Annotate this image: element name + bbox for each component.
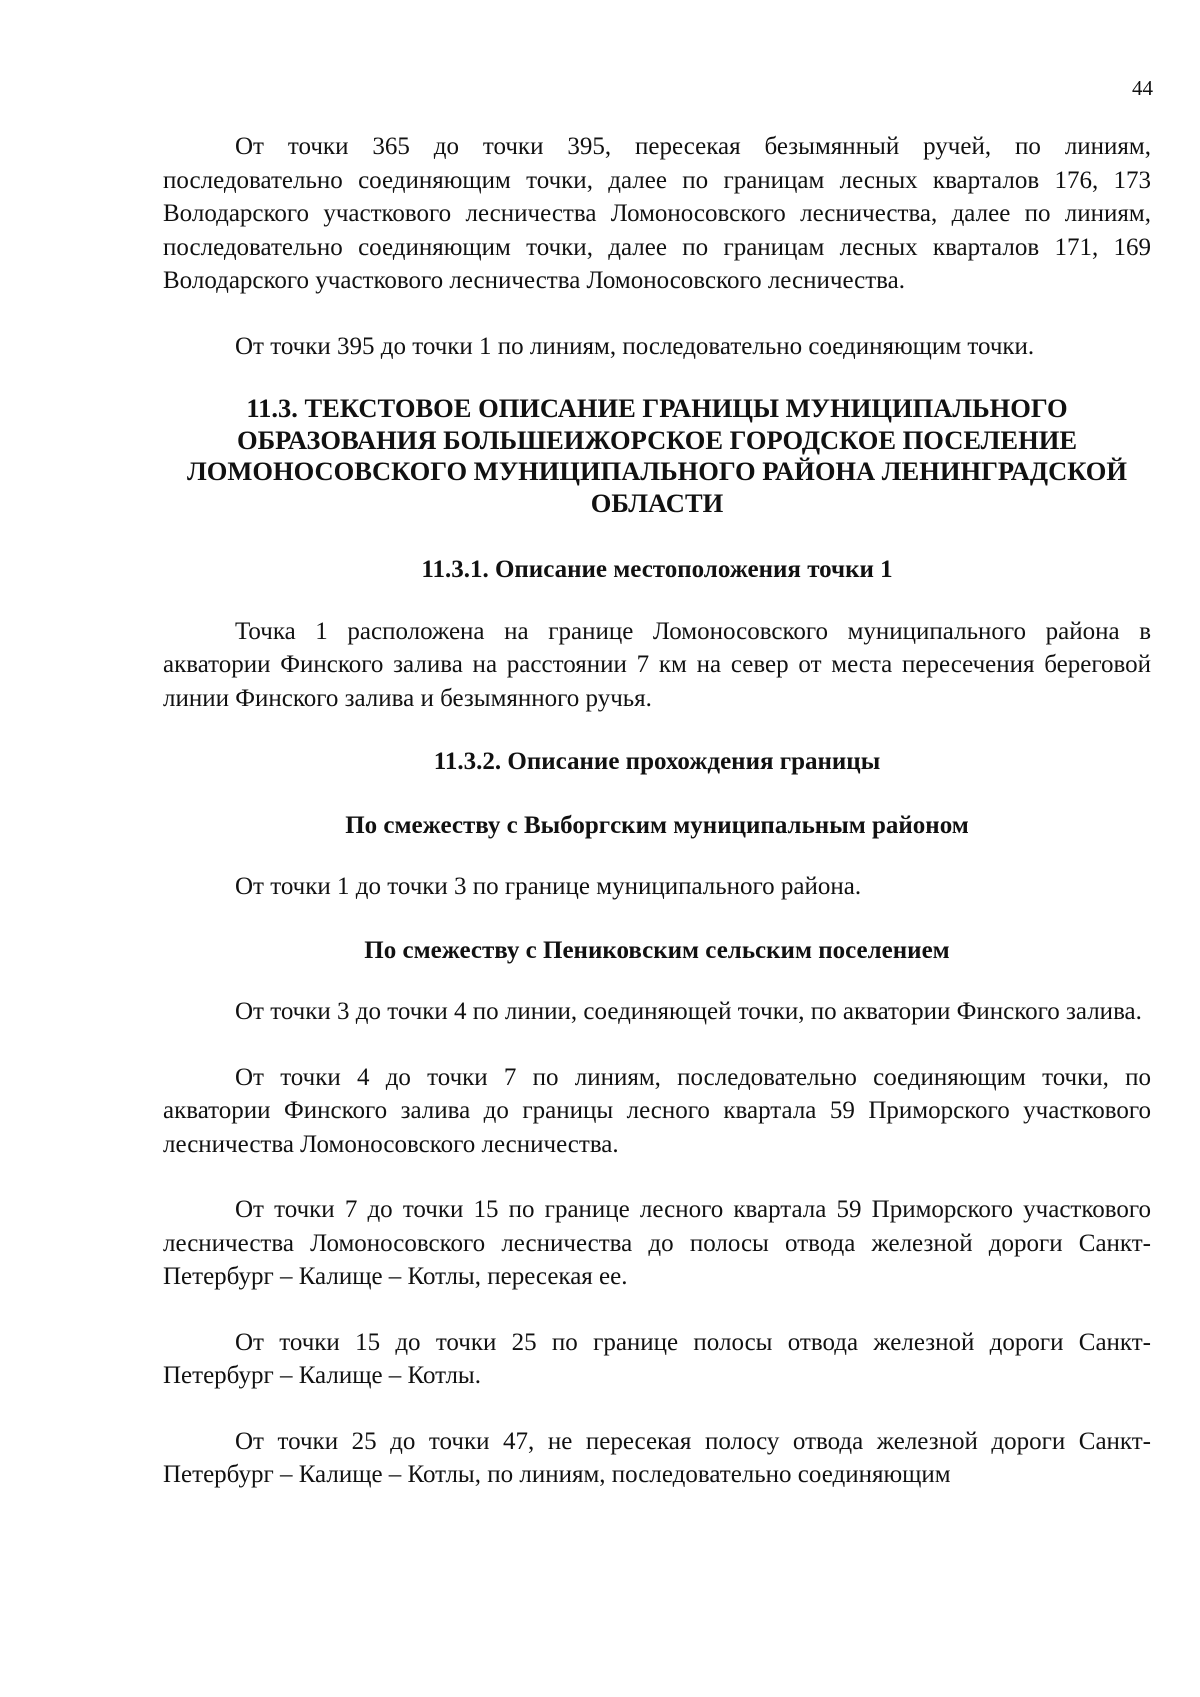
paragraph-6: От точки 4 до точки 7 по линиям, последовательно соединяющим точки, по акватории Финского залива до границы лесного квартала 59 Приморского участкового лесничества Ломоносовского лесничества. (163, 1063, 1151, 1158)
subsection-2-title: 11.3.2. Описание прохождения границы (433, 748, 881, 775)
paragraph-3: Точка 1 расположена на границе Ломоносовского муниципального района в акватории Финского залива на расстоянии 7 км на север от места пересечения береговой линии Финского залива и безымянного ручья. (163, 617, 1151, 712)
paragraph-2: От точки 395 до точки 1 по линиям, последовательно соединяющим точки. (235, 332, 1035, 360)
section-title: 11.3. ТЕКСТОВОЕ ОПИСАНИЕ ГРАНИЦЫ МУНИЦИПАЛЬНОГО ОБРАЗОВАНИЯ БОЛЬШЕИЖОРСКОЕ ГОРОДСКОЕ ПОСЕЛЕНИЕ ЛОМОНОСОВСКОГО МУНИЦИПАЛЬНОГО РАЙОНА ЛЕНИНГРАДСКОЙ ОБЛАСТИ (186, 393, 1128, 518)
paragraph-1: От точки 365 до точки 395, пересекая безымянный ручей, по линиям, последовательно соединяющим точки, далее по границам лесных кварталов 176, 173 Володарского участкового лесничества Ломоносовского лесничества, далее по линиям, последовательно соединяющим точки, далее по границам лесных кварталов 171, 169 Володарского участкового лесничества Ломоносовского лесничества. (163, 133, 1151, 294)
subsection-1-title: 11.3.1. Описание местоположения точки 1 (421, 556, 893, 583)
paragraph-9: От точки 25 до точки 47, не пересекая полосу отвода железной дороги Санкт-Петербург – Калище – Котлы, по линиям, последовательно соединяющим (163, 1427, 1151, 1488)
heading-vyborg-district: По смежеству с Выборгским муниципальным районом (345, 811, 969, 839)
paragraph-4: От точки 1 до точки 3 по границе муниципального района. (235, 873, 862, 900)
paragraph-8: От точки 15 до точки 25 по границе полосы отвода железной дороги Санкт-Петербург – Калище – Котлы. (163, 1328, 1151, 1389)
paragraph-7: От точки 7 до точки 15 по границе лесного квартала 59 Приморского участкового лесничества Ломоносовского лесничества до полосы отвода железной дороги Санкт-Петербург – Калище – Котлы, пересекая ее. (163, 1196, 1151, 1290)
heading-penikovo-settlement: По смежеству с Пениковским сельским поселением (364, 936, 950, 964)
page-number: 44 (1132, 76, 1153, 100)
page-content (163, 130, 1151, 1492)
paragraph-5: От точки 3 до точки 4 по линии, соединяющей точки, по акватории Финского залива. (235, 998, 1142, 1025)
